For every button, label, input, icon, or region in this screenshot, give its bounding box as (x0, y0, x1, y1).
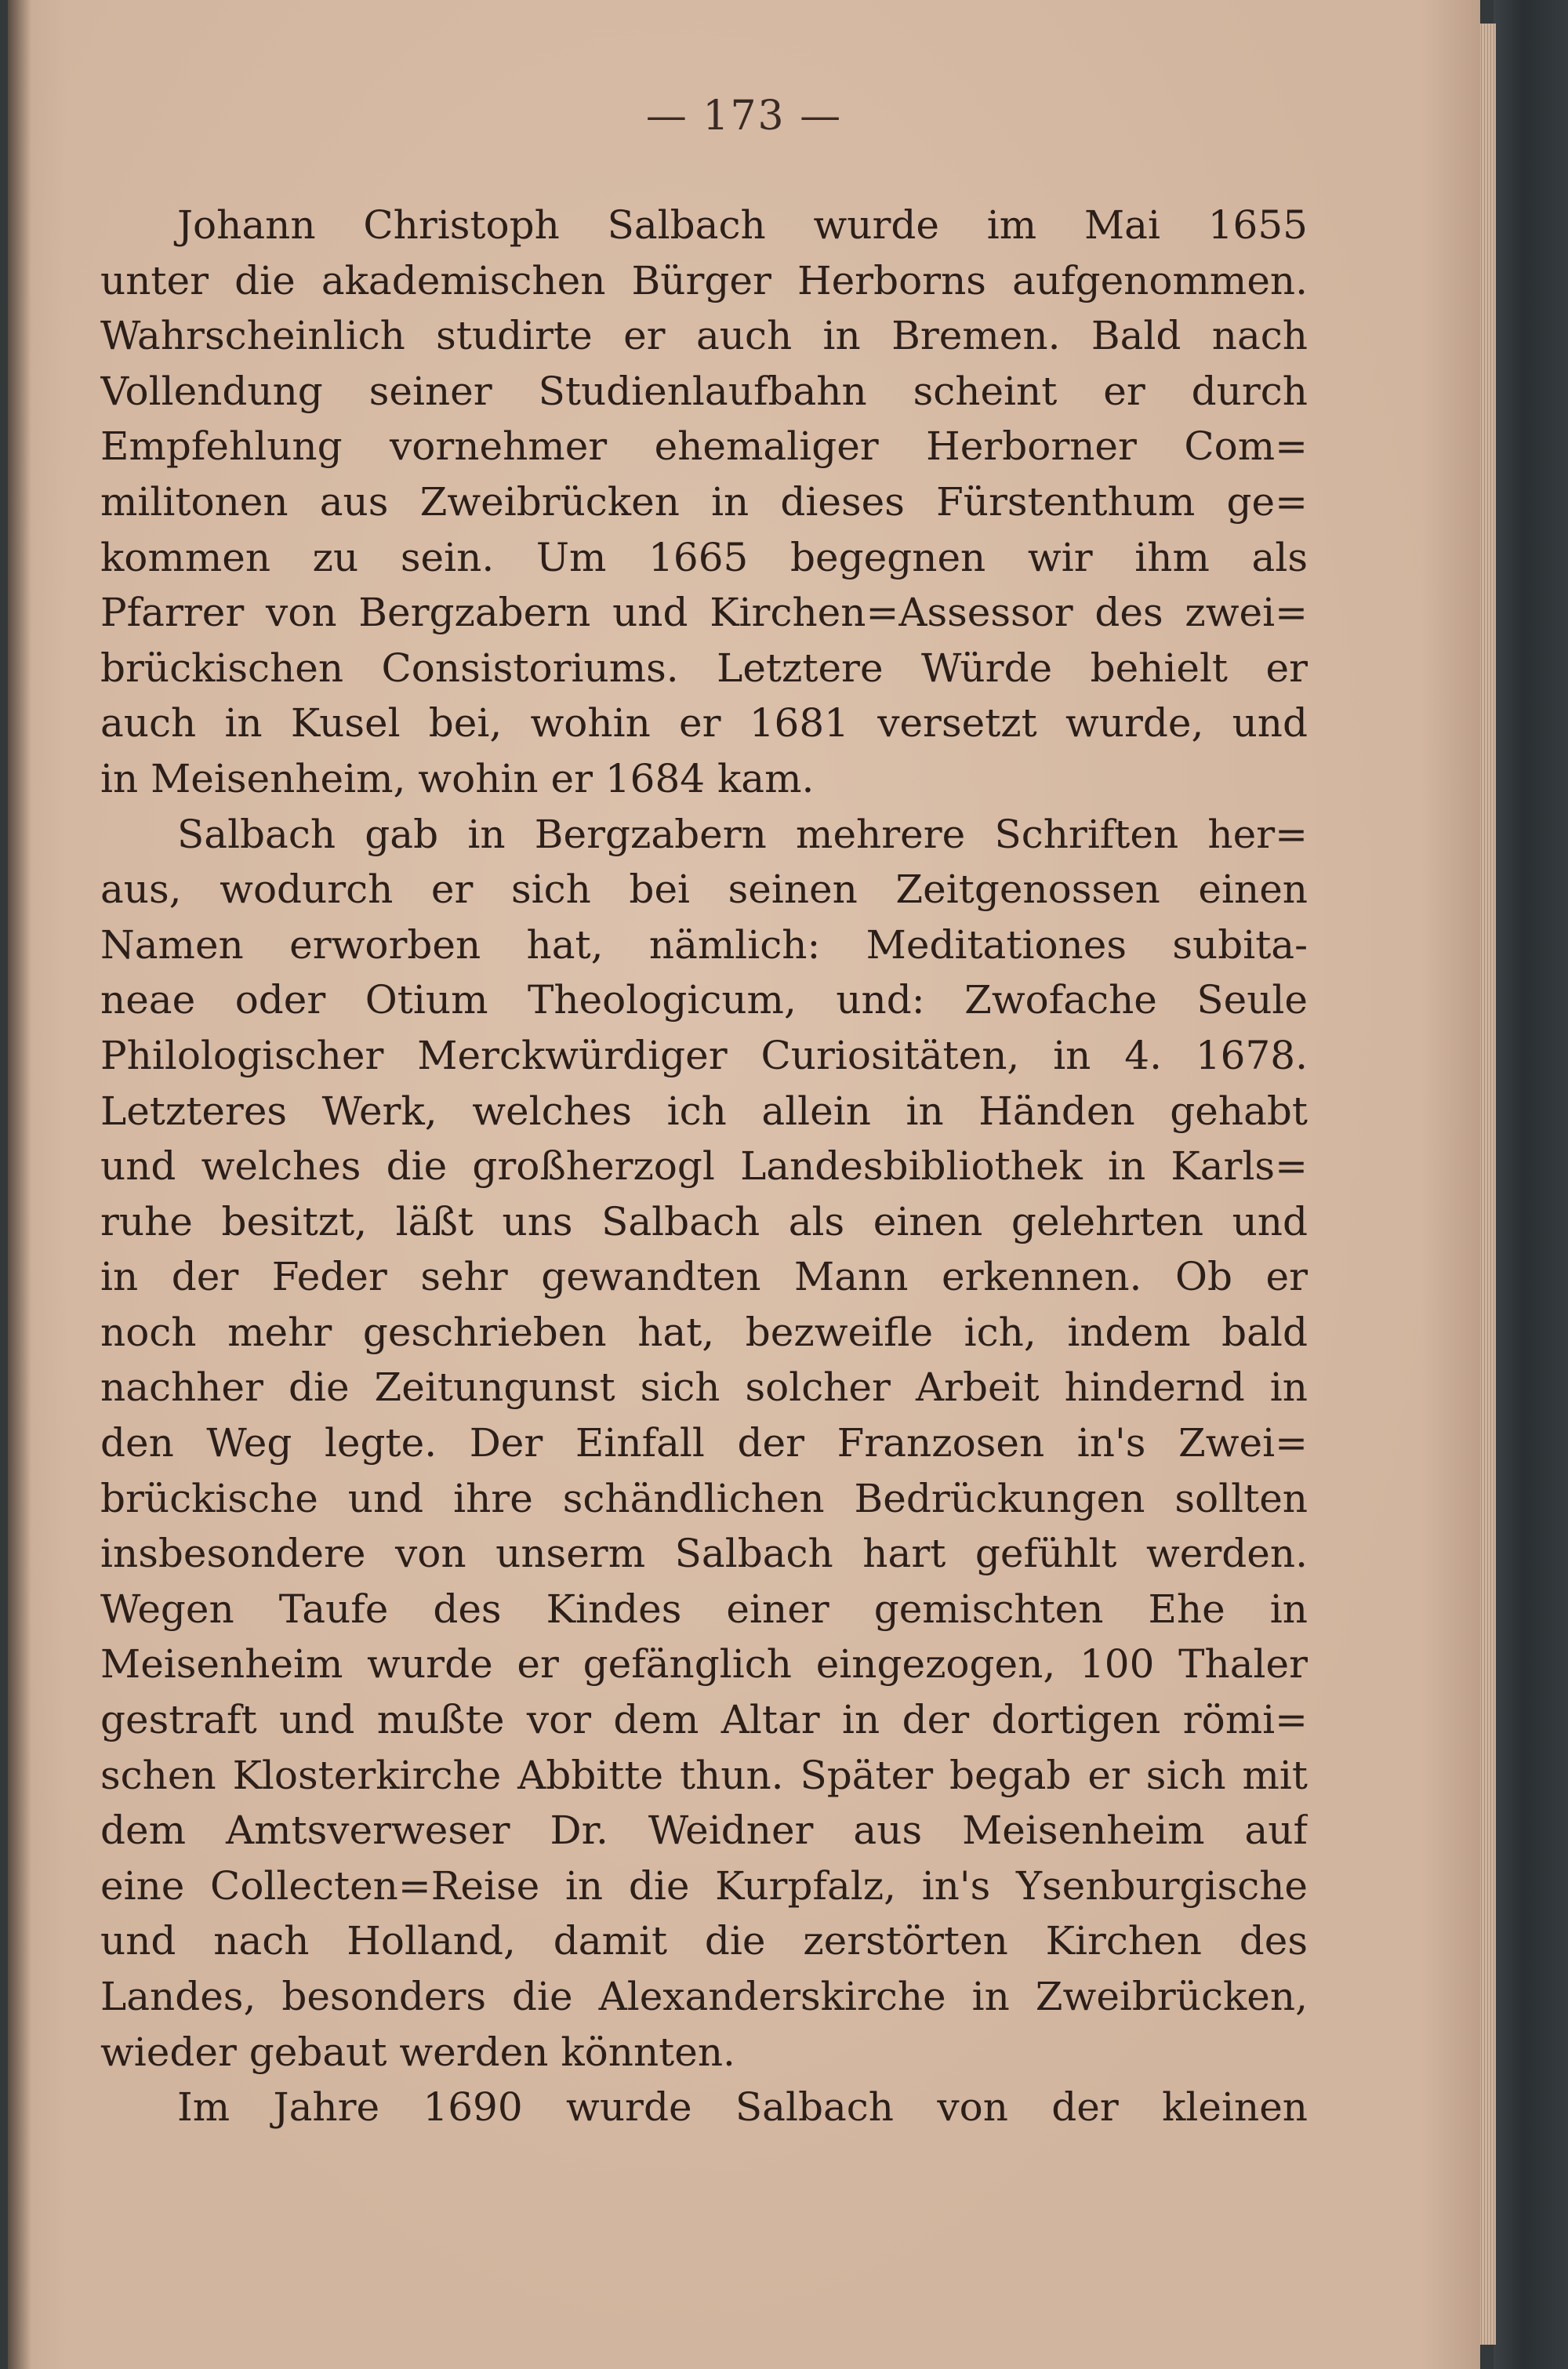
text-line: und welches die großherzogl Landesbibliothek in Karls= (100, 1143, 1308, 1190)
book-cover-edge (1494, 0, 1568, 2369)
text-line: den Weg legte. Der Einfall der Franzosen in's Zwei= (100, 1420, 1308, 1466)
text-line: neae oder Otium Theologicum, und: Zwofache Seule (100, 977, 1308, 1023)
text-line: unter die akademischen Bürger Herborns aufgenommen. (100, 257, 1308, 303)
text-line: und nach Holland, damit die zerstörten Kirchen des (100, 1918, 1308, 1964)
text-line: in der Feder sehr gewandten Mann erkennen. Ob er (100, 1254, 1308, 1300)
text-line: Pfarrer von Bergzabern und Kirchen=Assessor des zwei= (100, 590, 1308, 636)
text-line: Philologischer Merckwürdiger Curiositäten, in 4. 1678. (100, 1032, 1308, 1078)
text-line: Wahrscheinlich studirte er auch in Bremen. Bald nach (100, 313, 1308, 359)
text-line: militonen aus Zweibrücken in dieses Fürstenthum ge= (100, 478, 1308, 525)
page-paper (8, 0, 1480, 2369)
text-line: aus, wodurch er sich bei seinen Zeitgenossen einen (100, 867, 1308, 913)
text-line: Wegen Taufe des Kindes einer gemischten Ehe in (100, 1586, 1308, 1632)
text-line: noch mehr geschrieben hat, bezweifle ich, indem bald (100, 1309, 1308, 1355)
text-line: schen Klosterkirche Abbitte thun. Später begab er sich mit (100, 1752, 1308, 1798)
text-line: nachher die Zeitungunst sich solcher Arbeit hindernd in (100, 1364, 1308, 1411)
text-line: ruhe besitzt, läßt uns Salbach als einen gelehrten und (100, 1198, 1308, 1244)
text-line: Landes, besonders die Alexanderskirche in Zweibrücken, (100, 1974, 1308, 2019)
text-line: Salbach gab in Bergzabern mehrere Schriften her= (177, 811, 1308, 857)
text-line: Im Jahre 1690 wurde Salbach von der kleinen (177, 2084, 1308, 2131)
text-line: kommen zu sein. Um 1665 begegnen wir ihm als (100, 534, 1308, 580)
text-line: insbesondere von unserm Salbach hart gefühlt werden. (100, 1531, 1308, 1577)
text-line: eine Collecten=Reise in die Kurpfalz, in's Ysenburgische (100, 1862, 1308, 1909)
text-line: in Meisenheim, wohin er 1684 kam. (100, 755, 815, 801)
text-line: Johann Christoph Salbach wurde im Mai 1655 (177, 202, 1308, 248)
text-line: Vollendung seiner Studienlaufbahn scheint er durch (100, 368, 1308, 414)
page-number: — 173 — (645, 93, 843, 140)
text-line: Letzteres Werk, welches ich allein in Händen gehabt (100, 1088, 1308, 1134)
text-line: Meisenheim wurde er gefänglich eingezogen, 100 Thaler (100, 1641, 1308, 1688)
text-line: dem Amtsverweser Dr. Weidner aus Meisenheim auf (100, 1808, 1308, 1854)
text-line: Namen erworben hat, nämlich: Meditationes subita- (100, 921, 1308, 968)
body-text (100, 198, 1308, 2135)
text-line: Empfehlung vornehmer ehemaliger Herborner Com= (100, 423, 1308, 470)
text-line: wieder gebaut werden könnten. (100, 2029, 735, 2075)
text-line: brückischen Consistoriums. Letztere Würde behielt er (100, 645, 1308, 691)
gutter-shadow (8, 0, 31, 2369)
text-line: auch in Kusel bei, wohin er 1681 versetzt wurde, und (100, 700, 1308, 747)
text-line: gestraft und mußte vor dem Altar in der dortigen römi= (100, 1697, 1308, 1743)
text-line: brückische und ihre schändlichen Bedrückungen sollten (100, 1475, 1308, 1521)
